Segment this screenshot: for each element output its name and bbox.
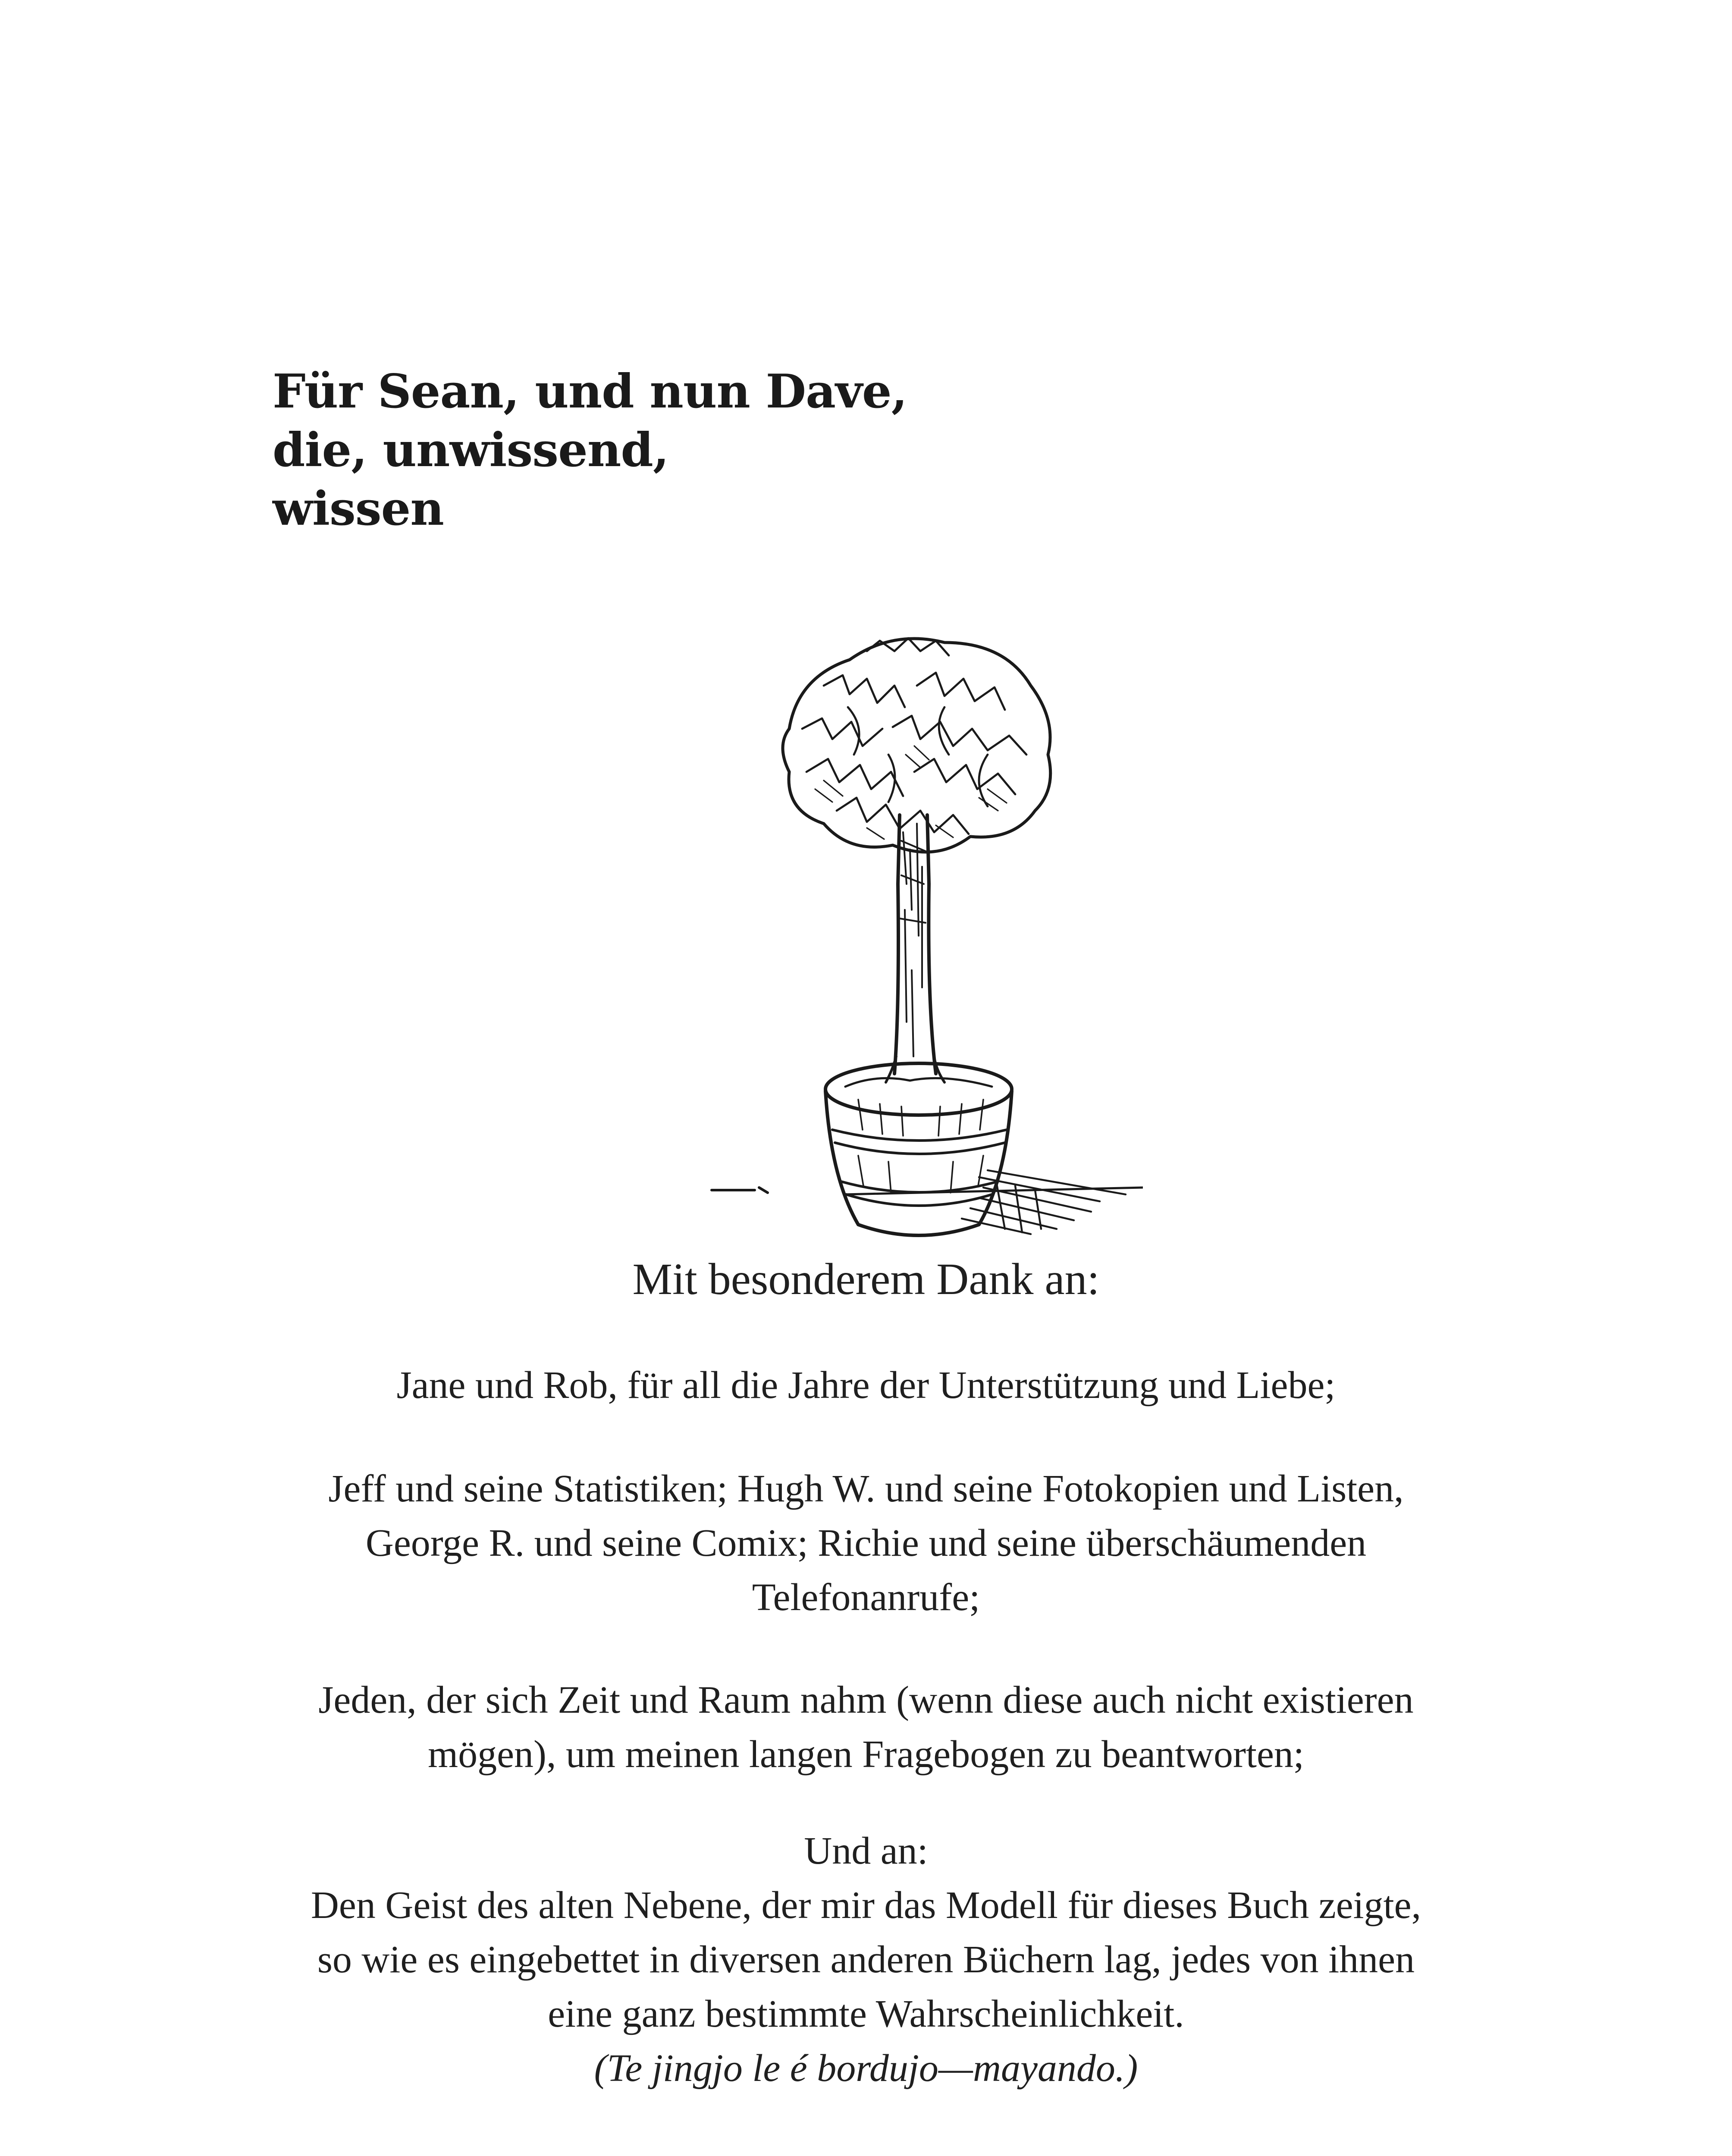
text-line: George R. und seine Comix; Richie und seine überschäumenden [365,1522,1367,1564]
thanks-paragraph-4 [216,1824,1516,2096]
text-line: so wie es eingebettet in diversen anderen Büchern lag, jedes von ihnen [317,1938,1415,1981]
thanks-heading: Mit besonderem Dank an: [632,1254,1100,1304]
thanks-paragraph-3 [216,1673,1516,1782]
text-line: Jeff und seine Statistiken; Hugh W. und seine Fotokopien und Listen, [328,1467,1404,1510]
text-line: Und an: [804,1830,928,1872]
potted-tree-icon [694,625,1143,1238]
dedication-line: Für Sean, und nun Dave, [273,364,907,419]
text-line: mögen), um meinen langen Fragebogen zu beantworten; [428,1733,1304,1776]
dedication-line: die, unwissend, [273,423,669,478]
text-line: Telefonanrufe; [752,1576,980,1619]
text-line: eine ganz bestimmte Wahrscheinlichkeit. [548,1993,1184,2035]
dedication-line: wissen [273,482,444,536]
motto: (Te jingjo le é bordujo—mayando.) [594,2047,1138,2090]
dedication [273,362,907,538]
text-line: Jeden, der sich Zeit und Raum nahm (wenn diese auch nicht existieren [318,1679,1414,1721]
text-line: Den Geist des alten Nebene, der mir das Modell für dieses Buch zeigte, [311,1884,1421,1927]
thanks-paragraph-1 [216,1358,1516,1413]
text-line: Jane und Rob, für all die Jahre der Unterstützung und Liebe; [396,1364,1336,1407]
thanks-paragraph-2 [216,1462,1516,1625]
